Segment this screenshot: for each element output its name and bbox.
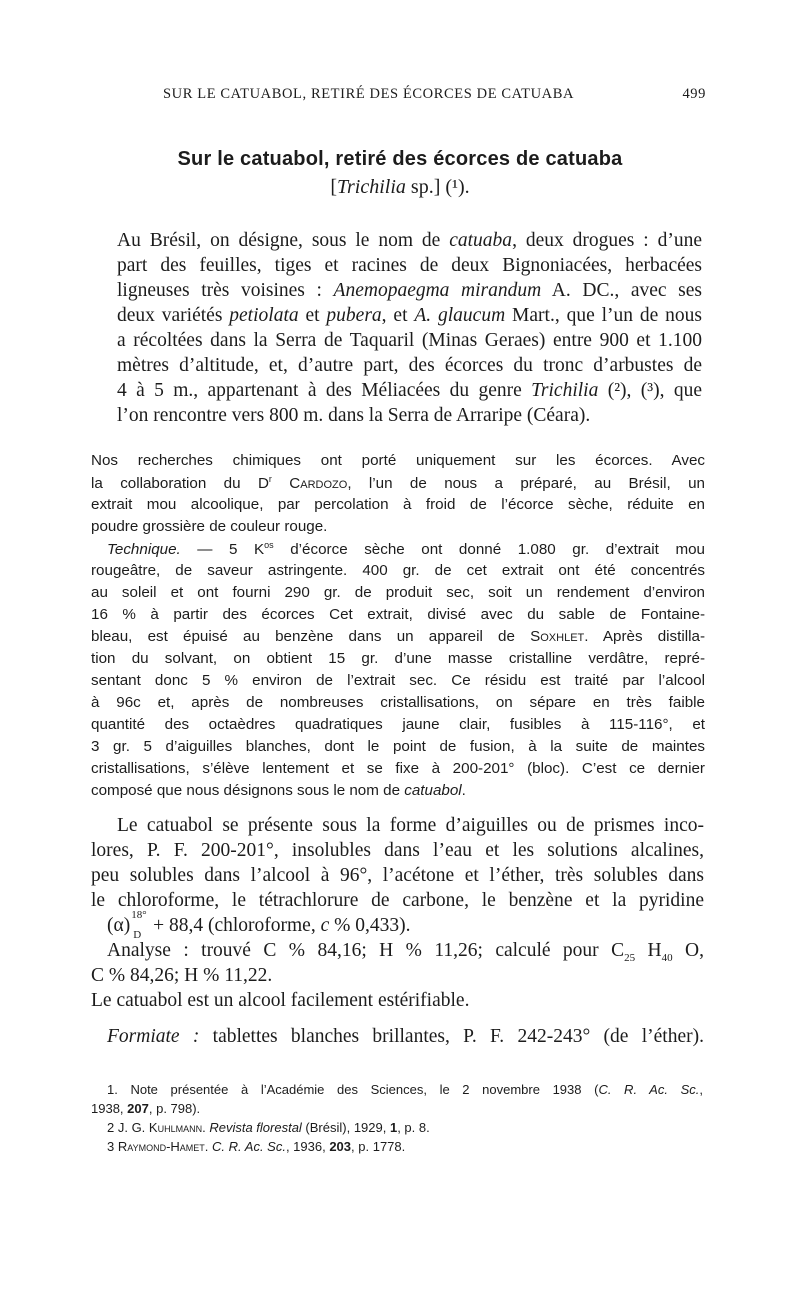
- footnote-3: 3 Raymond-Hamet. C. R. Ac. Sc., 1936, 203, p. 1778.: [107, 1139, 406, 1154]
- text-line: sentant donc 5 % environ de l’extrait sec. Ce résidu est traité par l’alcool: [91, 672, 705, 689]
- text-line: lores, P. F. 200-201°, insolubles dans l’eau et les solutions alcalines,: [91, 840, 704, 861]
- text-line: rougeâtre, de saveur astringente. 400 gr. de cet extrait ont été concentrés: [91, 562, 705, 579]
- text-line: au soleil et ont fourni 290 gr. de produit sec, soit un rendement d’environ: [91, 584, 705, 601]
- text-line: part des feuilles, tiges et racines de deux Bignoniacées, herbacées: [117, 255, 702, 276]
- text-line: poudre grossière de couleur rouge.: [91, 518, 328, 535]
- text-line: mètres d’altitude, et, d’autre part, des écorces du tronc d’arbustes de: [117, 355, 702, 376]
- page-number: 499: [682, 86, 706, 102]
- text-line: Au Brésil, on désigne, sous le nom de catuaba, deux drogues : d’une: [117, 230, 702, 251]
- text-line: quantité des octaèdres quadratiques jaune clair, fusibles à 115-116°, et: [91, 716, 705, 733]
- text-line: a récoltées dans la Serra de Taquaril (Minas Geraes) entre 900 et 1.100: [117, 330, 702, 351]
- footnote-1-cont: 1938, 207, p. 798).: [91, 1101, 201, 1116]
- text-line: Technique. — 5 $K^{os}$ d’écorce sèche ont donné 1.080 gr. d’extrait mou: [107, 540, 705, 559]
- article-title: Sur le catuabol, retiré des écorces de catuaba: [177, 148, 623, 170]
- text-line: Analyse : trouvé C % 84,16; H % 11,26; calculé pour $C_{25}$ $H_{40}$ O,: [107, 940, 704, 964]
- running-head: [163, 86, 706, 106]
- article-subtitle: [Trichilia sp.] (¹).: [330, 176, 470, 198]
- text-line: peu solubles dans l’alcool à 96°, l’acétone et l’éther, très solubles dans: [91, 865, 704, 886]
- text-line: 16 % à partir des écorces Cet extrait, divisé avec du sable de Fontaine-: [91, 606, 705, 623]
- text-line: Nos recherches chimiques ont porté uniquement sur les écorces. Avec: [91, 452, 705, 469]
- text-line: deux variétés petiolata et pubera, et A. glaucum Mart., que l’un de nous: [117, 305, 702, 326]
- text-line: cristallisations, s’élève lentement et se fixe à 200-201° (bloc). C’est ce dernier: [91, 760, 705, 777]
- text-line: bleau, est épuisé au benzène dans un appareil de Soxhlet. Après distilla-: [91, 628, 705, 645]
- running-head-title: SUR LE CATUABOL, RETIRÉ DES ÉCORCES DE CATUABA: [163, 86, 575, 102]
- text-line: 4 à 5 m., appartenant à des Méliacées du genre Trichilia (²), (³), que: [117, 380, 703, 401]
- text-line: composé que nous désignons sous le nom de catuabol.: [91, 782, 466, 799]
- text-line: extrait mou alcoolique, par percolation à froid de l’écorce sèche, réduite en: [91, 496, 705, 513]
- text-line: la collaboration du $D^r$ Cardozo, l’un de nous a préparé, au Brésil, un: [91, 474, 705, 493]
- text-line: à 96c et, après de nombreuses cristallisations, on sépare en très faible: [91, 694, 705, 711]
- text-line: tion du solvant, on obtient 15 gr. d’une masse cristalline verdâtre, repré-: [91, 650, 705, 667]
- text-line: C % 84,26; H % 11,22.: [91, 965, 273, 986]
- text-line: 3 gr. 5 d’aiguilles blanches, dont le point de fusion, à la suite de maintes: [91, 738, 705, 755]
- footnote-1: 1. Note présentée à l’Académie des Sciences, le 2 novembre 1938 (C. R. Ac. Sc.,: [107, 1082, 703, 1097]
- optical-rotation-line: (α) 18° D + 88,4 (chloroforme, c % 0,433).: [107, 909, 411, 941]
- footnote-2: 2 J. G. Kuhlmann. Revista florestal (Brésil), 1929, 1, p. 8.: [107, 1120, 430, 1135]
- text-line: Le catuabol se présente sous la forme d’aiguilles ou de prismes inco-: [117, 815, 704, 836]
- text-line: ligneuses très voisines : Anemopaegma mirandum A. DC., avec ses: [117, 280, 702, 301]
- text-line: le chloroforme, le tétrachlorure de carbone, le benzène et la pyridine: [91, 890, 704, 911]
- text-line: l’on rencontre vers 800 m. dans la Serra de Arraripe (Céara).: [117, 405, 591, 426]
- text-line: Formiate : tablettes blanches brillantes, P. F. 242-243° (de l’éther).: [107, 1026, 704, 1047]
- text-line: Le catuabol est un alcool facilement estérifiable.: [91, 990, 470, 1011]
